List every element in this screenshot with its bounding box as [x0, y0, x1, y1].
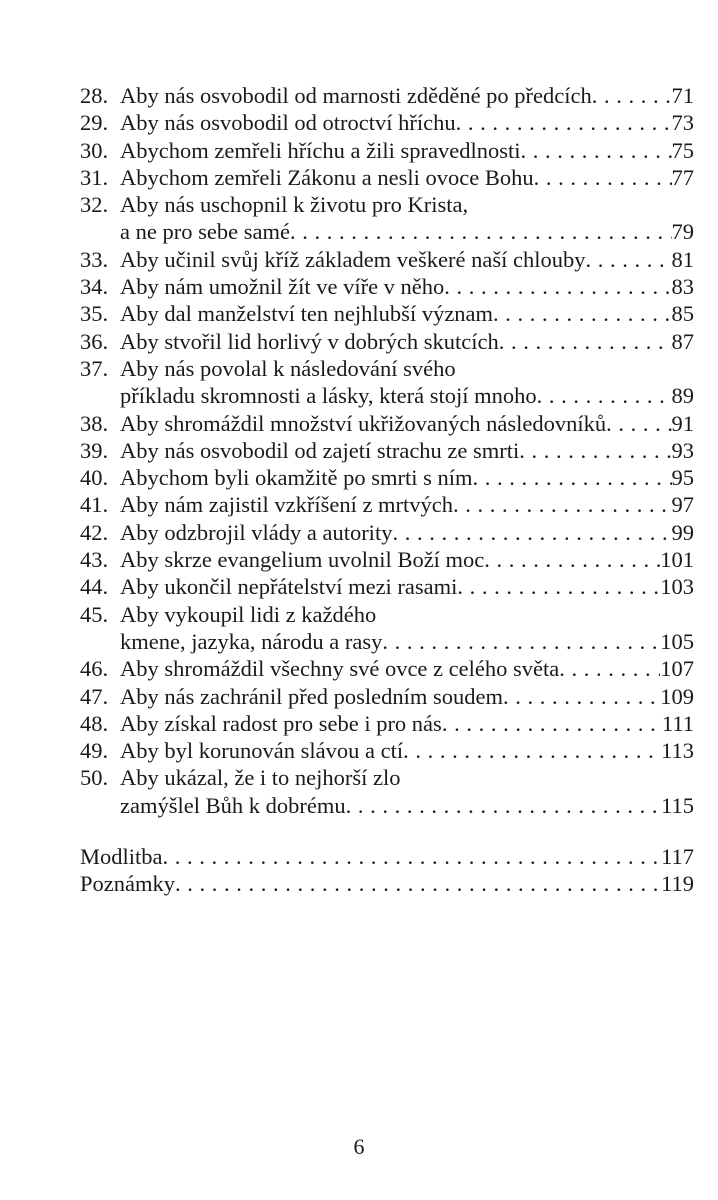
dot-leader	[444, 273, 671, 300]
toc-entry-number: 47.	[80, 683, 109, 709]
toc-entry-page: 111	[661, 710, 694, 736]
toc-entry	[80, 655, 694, 682]
toc-entry-title: Aby získal radost pro sebe i pro nás	[120, 710, 442, 736]
toc-entry-page: 117	[661, 844, 694, 870]
toc-entry	[80, 109, 694, 136]
toc-entry-title: Aby skrze evangelium uvolnil Boží moc	[120, 547, 485, 573]
toc-entry-title: Aby shromáždil množství ukřižovaných následovníků	[120, 410, 607, 436]
toc-entry-page: 97	[671, 492, 694, 518]
toc-entry	[80, 246, 694, 273]
toc-entry-title: Aby nás osvobodil od marnosti zděděné po předcích	[120, 83, 592, 108]
toc-entry-number: 34.	[80, 274, 109, 300]
toc-entry-continuation	[80, 792, 694, 819]
toc-entry-title: příkladu skromnosti a lásky, která stojí mnoho	[120, 383, 537, 409]
toc-entry-number: 38.	[80, 410, 109, 436]
table-of-contents	[80, 82, 694, 898]
toc-entry-number: 50.	[80, 765, 109, 791]
toc-entry	[80, 82, 694, 109]
dot-leader	[456, 109, 672, 136]
toc-entry	[80, 764, 694, 791]
toc-entry-page: 73	[671, 110, 694, 136]
toc-entry	[80, 137, 694, 164]
toc-entry	[80, 437, 694, 464]
toc-entry-number: 41.	[80, 492, 109, 518]
toc-entry-title: Aby byl korunován slávou a ctí	[120, 738, 404, 764]
toc-entry	[80, 464, 694, 491]
toc-entry-title: Aby ukončil nepřátelství mezi rasami	[120, 574, 458, 600]
toc-entry	[80, 601, 694, 628]
dot-leader	[472, 464, 671, 491]
dot-leader	[290, 218, 672, 245]
dot-leader	[457, 573, 660, 600]
dot-leader	[382, 628, 660, 655]
toc-entry-title: Aby nás osvobodil od zajetí strachu ze smrti	[120, 437, 520, 463]
toc-entry-title: Aby shromáždil všechny své ovce z celého světa	[120, 656, 560, 682]
dot-leader	[499, 328, 672, 355]
toc-entry	[80, 710, 694, 737]
toc-entry-title: Abychom zemřeli Zákonu a nesli ovoce Bohu	[120, 164, 534, 190]
toc-entry-number: 39.	[80, 437, 109, 463]
toc-entry-title: Aby nás zachránil před posledním soudem	[120, 683, 504, 709]
toc-entry-number: 45.	[80, 601, 109, 627]
toc-entry-title: Aby učinil svůj kříž základem veškeré naší chlouby	[120, 246, 586, 272]
toc-entry-number: 40.	[80, 465, 109, 491]
toc-entry-title: Aby nás povolal k následování svého	[120, 355, 456, 381]
toc-entry-title: Aby odzbrojil vlády a autority	[120, 519, 393, 545]
toc-entry-page: 105	[660, 628, 694, 654]
toc-entry-page: 109	[660, 683, 694, 709]
toc-entry	[80, 546, 694, 573]
toc-entry-page: 95	[671, 465, 694, 491]
toc-back-matter-entry	[80, 870, 694, 897]
toc-entry-page: 81	[671, 246, 694, 272]
toc-entry	[80, 273, 694, 300]
toc-entry-page: 71	[671, 83, 694, 108]
toc-entry-page: 85	[671, 301, 694, 327]
toc-entry-title: Aby vykoupil lidi z každého	[120, 601, 377, 627]
section-gap	[80, 819, 694, 843]
dot-leader	[586, 246, 672, 273]
toc-entry-title: Aby nám zajistil vzkříšení z mrtvých	[120, 492, 454, 518]
toc-entry-number: 42.	[80, 519, 109, 545]
toc-entry-number: 49.	[80, 738, 109, 764]
toc-entry-title: Aby ukázal, že i to nejhorší zlo	[120, 765, 401, 791]
toc-entry-title: Aby stvořil lid horlivý v dobrých skutcích	[120, 328, 499, 354]
dot-leader	[606, 410, 671, 437]
toc-entry-title: a ne pro sebe samé	[120, 219, 290, 245]
toc-entry-number: 35.	[80, 301, 109, 327]
toc-entry-number: 31.	[80, 164, 109, 190]
toc-entry-number: 48.	[80, 710, 109, 736]
toc-entry-title: Abychom byli okamžitě po smrti s ním	[120, 465, 473, 491]
toc-entry-number: 44.	[80, 574, 109, 600]
dot-leader	[163, 843, 662, 870]
dot-leader	[442, 710, 662, 737]
toc-entry-number: 43.	[80, 547, 109, 573]
dot-leader	[403, 737, 661, 764]
toc-entry	[80, 519, 694, 546]
dot-leader	[559, 655, 660, 682]
toc-entry-continuation	[80, 382, 694, 409]
toc-entry-page: 87	[671, 328, 694, 354]
toc-entry-number: 29.	[80, 110, 109, 136]
toc-entry-page: 89	[671, 383, 694, 409]
toc-entry-number: 46.	[80, 656, 109, 682]
dot-leader	[534, 164, 672, 191]
toc-entry	[80, 191, 694, 218]
toc-entry-page: 75	[671, 137, 694, 163]
dot-leader	[453, 491, 671, 518]
toc-entry-number: 36.	[80, 328, 109, 354]
toc-entry	[80, 573, 694, 600]
toc-entry	[80, 164, 694, 191]
dot-leader	[592, 82, 672, 109]
dot-leader	[346, 792, 661, 819]
toc-entry-page: 93	[671, 437, 694, 463]
toc-entry-number: 30.	[80, 137, 109, 163]
dot-leader	[503, 683, 660, 710]
toc-entry-page: 101	[660, 547, 694, 573]
toc-entry-title: Aby nás uschopnil k životu pro Krista,	[120, 192, 469, 218]
toc-entry-page: 103	[660, 574, 694, 600]
toc-entry-continuation	[80, 628, 694, 655]
toc-entry-page: 83	[671, 274, 694, 300]
toc-entry-title: Aby nám umožnil žít ve víře v něho	[120, 274, 445, 300]
toc-entry-title: kmene, jazyka, národu a rasy	[120, 628, 383, 654]
toc-entry-number: 37.	[80, 355, 109, 381]
dot-leader	[175, 870, 661, 897]
toc-entry	[80, 491, 694, 518]
toc-entry-page: 77	[671, 164, 694, 190]
toc-entry-page: 79	[671, 219, 694, 245]
dot-leader	[392, 519, 671, 546]
toc-entry	[80, 300, 694, 327]
toc-entry-title: Abychom zemřeli hříchu a žili spravedlnosti	[120, 137, 521, 163]
toc-entry	[80, 328, 694, 355]
toc-entry-page: 99	[671, 519, 694, 545]
toc-entry	[80, 410, 694, 437]
toc-entry-number: 33.	[80, 246, 109, 272]
toc-entry-title: Modlitba	[80, 844, 163, 870]
toc-entry-title: Aby nás osvobodil od otroctví hříchu	[120, 110, 456, 136]
toc-entry-title: Aby dal manželství ten nejhlubší význam	[120, 301, 494, 327]
toc-entry	[80, 683, 694, 710]
toc-entry-page: 91	[671, 410, 694, 436]
dot-leader	[521, 137, 672, 164]
toc-entry-number: 32.	[80, 192, 109, 218]
toc-entry-page: 119	[661, 871, 694, 897]
toc-entry-continuation	[80, 218, 694, 245]
dot-leader	[493, 300, 671, 327]
toc-entry-number: 28.	[80, 83, 109, 108]
toc-entry-page: 113	[661, 738, 694, 764]
toc-entry-page: 107	[660, 656, 694, 682]
dot-leader	[537, 382, 672, 409]
toc-entry	[80, 355, 694, 382]
toc-entry-title: Poznámky	[80, 871, 175, 897]
dot-leader	[519, 437, 671, 464]
toc-entry-title: zamýšlel Bůh k dobrému	[120, 792, 346, 818]
dot-leader	[484, 546, 660, 573]
toc-back-matter-entry	[80, 843, 694, 870]
page-number: 6	[353, 1134, 365, 1159]
toc-entry-page: 115	[661, 792, 694, 818]
toc-entry	[80, 737, 694, 764]
